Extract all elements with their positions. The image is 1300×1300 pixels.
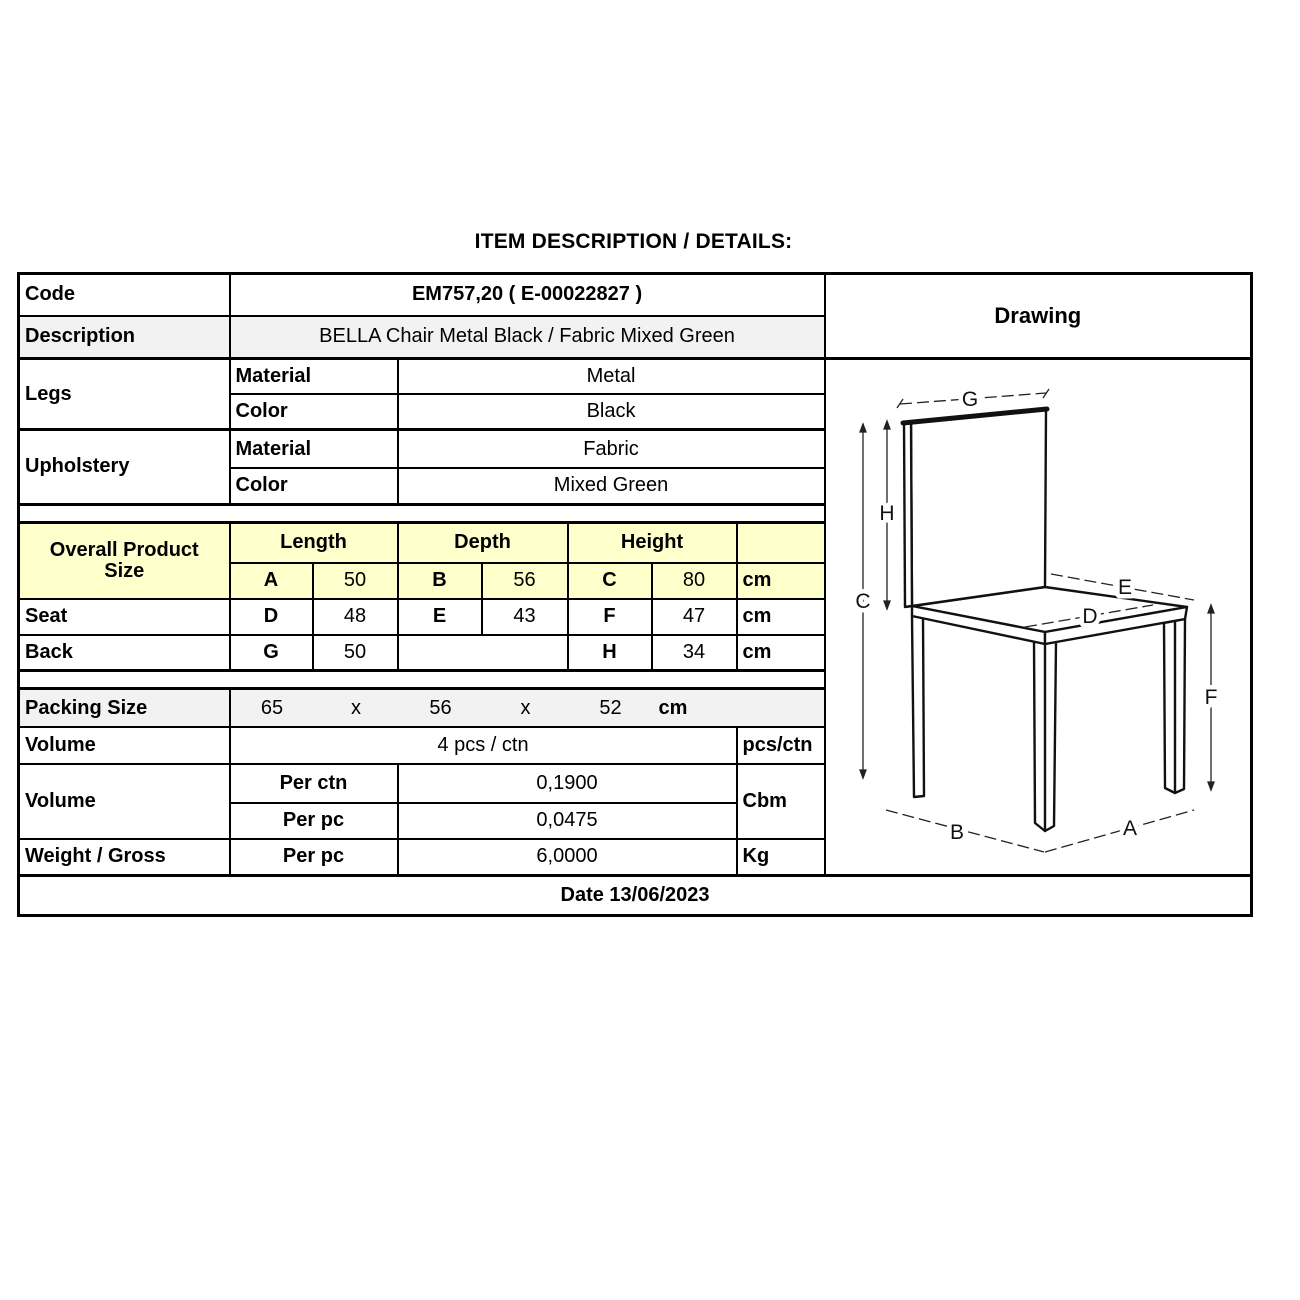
dim-label-h: H bbox=[878, 502, 895, 525]
upholstery-label: Upholstery bbox=[19, 430, 230, 505]
weight-per-label: Per pc bbox=[230, 839, 398, 876]
overall-height-key: C bbox=[568, 563, 652, 599]
packing-size-values bbox=[230, 689, 825, 727]
packing-dim-3: 52 bbox=[599, 696, 622, 719]
seat-depth-value: 43 bbox=[482, 599, 568, 635]
description-label: Description bbox=[19, 316, 230, 359]
overall-height-value: 80 bbox=[652, 563, 737, 599]
packing-size-label: Packing Size bbox=[19, 689, 230, 727]
overall-depth-value: 56 bbox=[482, 563, 568, 599]
dim-label-a: A bbox=[1122, 817, 1137, 840]
upholstery-material-value: Fabric bbox=[398, 430, 825, 469]
per-pc-label: Per pc bbox=[230, 803, 398, 839]
length-header: Length bbox=[230, 522, 398, 563]
volume-pcs-label: Volume bbox=[19, 727, 230, 764]
legs-material-row bbox=[19, 359, 1252, 394]
back-height-value: 34 bbox=[652, 635, 737, 671]
overall-size-unit: cm bbox=[737, 563, 825, 599]
description-value: BELLA Chair Metal Black / Fabric Mixed Green bbox=[230, 316, 825, 359]
back-length-value: 50 bbox=[313, 635, 398, 671]
legs-material-value: Metal bbox=[398, 359, 825, 394]
back-depth-empty-cell bbox=[398, 635, 568, 671]
weight-label: Weight / Gross bbox=[19, 839, 230, 876]
overall-depth-key: B bbox=[398, 563, 482, 599]
legs-color-label: Color bbox=[230, 394, 398, 430]
code-value: EM757,20 ( E-00022827 ) bbox=[230, 274, 825, 316]
code-label: Code bbox=[19, 274, 230, 316]
chair-back-panel-edge bbox=[904, 422, 912, 607]
packing-unit: cm bbox=[658, 696, 688, 719]
dim-label-g: G bbox=[961, 388, 978, 411]
volume-pcs-unit: pcs/ctn bbox=[737, 727, 825, 764]
upholstery-material-label: Material bbox=[230, 430, 398, 469]
volume-cbm-label: Volume bbox=[19, 764, 230, 839]
seat-length-value: 48 bbox=[313, 599, 398, 635]
seat-label: Seat bbox=[19, 599, 230, 635]
weight-value: 6,0000 bbox=[398, 839, 737, 876]
drawing-cell bbox=[825, 359, 1252, 876]
weight-unit: Kg bbox=[737, 839, 825, 876]
drawing-header: Drawing bbox=[825, 274, 1252, 359]
code-row bbox=[19, 274, 1252, 316]
volume-pcs-value: 4 pcs / ctn bbox=[230, 727, 737, 764]
volume-cbm-unit: Cbm bbox=[737, 764, 825, 839]
dim-label-c: C bbox=[854, 590, 871, 613]
per-ctn-label: Per ctn bbox=[230, 764, 398, 803]
overall-length-value: 50 bbox=[313, 563, 398, 599]
dim-label-f: F bbox=[1204, 686, 1217, 709]
height-header: Height bbox=[568, 522, 737, 563]
overall-size-label: Overall Product Size bbox=[19, 522, 230, 599]
page-title: ITEM DESCRIPTION / DETAILS: bbox=[474, 230, 793, 253]
packing-x-1: x bbox=[351, 696, 361, 719]
seat-length-key: D bbox=[230, 599, 313, 635]
back-length-key: G bbox=[230, 635, 313, 671]
depth-header: Depth bbox=[398, 522, 568, 563]
back-unit: cm bbox=[737, 635, 825, 671]
back-label: Back bbox=[19, 635, 230, 671]
per-ctn-value: 0,1900 bbox=[398, 764, 737, 803]
packing-dim-2: 56 bbox=[429, 696, 452, 719]
legs-label: Legs bbox=[19, 359, 230, 430]
size-header-unit-cell bbox=[737, 522, 825, 563]
back-height-key: H bbox=[568, 635, 652, 671]
item-spec-table bbox=[17, 272, 1253, 917]
packing-dim-1: 65 bbox=[260, 696, 284, 719]
chair-drawing bbox=[826, 360, 1252, 869]
chair-back-panel bbox=[911, 410, 1046, 606]
legs-color-value: Black bbox=[398, 394, 825, 430]
date-value: Date 13/06/2023 bbox=[19, 876, 1252, 916]
legs-material-label: Material bbox=[230, 359, 398, 394]
overall-length-key: A bbox=[230, 563, 313, 599]
seat-unit: cm bbox=[737, 599, 825, 635]
date-row bbox=[19, 876, 1252, 916]
upholstery-color-value: Mixed Green bbox=[398, 468, 825, 504]
chair-back-left-leg bbox=[912, 616, 924, 797]
packing-x-2: x bbox=[520, 696, 531, 719]
dim-label-d: D bbox=[1081, 605, 1098, 628]
seat-height-value: 47 bbox=[652, 599, 737, 635]
seat-depth-key: E bbox=[398, 599, 482, 635]
seat-height-key: F bbox=[568, 599, 652, 635]
per-pc-value: 0,0475 bbox=[398, 803, 737, 839]
dim-label-e: E bbox=[1117, 576, 1132, 599]
upholstery-color-label: Color bbox=[230, 468, 398, 504]
dim-label-b: B bbox=[949, 821, 964, 844]
